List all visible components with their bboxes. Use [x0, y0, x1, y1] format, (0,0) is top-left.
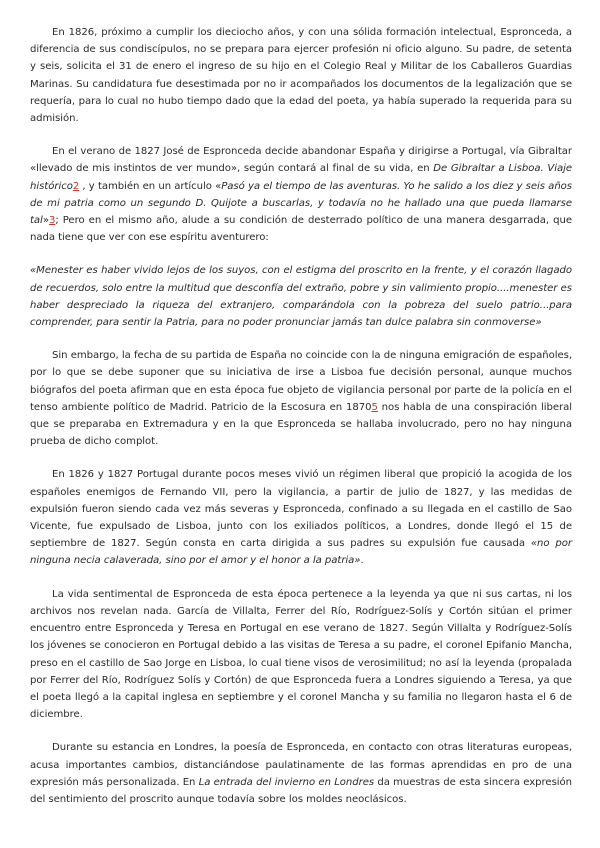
text-run: En 1826 y 1827 Portugal durante pocos meses vivió un régimen liberal que propició la acogida de los españoles enemigos de Fernando VII, pero la vigilancia, a partir de julio de 1827, y las medidas de expulsión fueron siendo cada vez más severas y Espronceda, confinado a su llegada en el castillo de Sao Vicente, fue expulsado de Lisboa, junto con los exiliados políticos, a Londres, donde llegó el 15 de septiembre de 1827. Según consta en carta dirigida a sus padres su expulsión fue causada — [30, 469, 572, 550]
quote-text: «Menester es haber vivido lejos de los suyos, con el estigma del proscrito en la frente, y el corazón llagado de recuerdos, solo entre la multitud que desconfía del extraño, pobre y sin valimiento propio....menester es haber despreciado la riqueza del extranjero, comparándola con la pobreza del suelo patrio...para comprender, para sentir la Patria, para no poder pronunciar jamás tan dulce palabra sin conmoverse» — [30, 265, 572, 329]
paragraph-7 — [30, 739, 572, 808]
text-run: En el verano de 1827 José de Espronceda decide abandonar España y dirigirse a Portugal, vía Gibraltar «llevado de mis instintos de ver mundo», según contará al final de su vida, en — [30, 146, 572, 175]
paragraph-4 — [30, 347, 572, 450]
footnote-link-2[interactable]: 2 — [72, 180, 80, 192]
block-quote — [30, 262, 572, 331]
footnote-link-5[interactable]: 5 — [371, 401, 378, 413]
italic-quote: Pasó ya el tiempo de las aventuras. Yo he salido a los diez y seis años de mi patria como un segundo D. Quijote a buscarlas, y todavía no he hallado una que pueda llamarse tal — [30, 180, 572, 227]
text-run: nos habla de una conspiración liberal que se preparaba en Extremadura y en la que Espronceda se hallaba involucrado, pero no hay ninguna prueba de dicho complot. — [30, 401, 572, 448]
italic-title: La entrada del invierno en Londres — [198, 776, 375, 788]
paragraph-6 — [30, 586, 572, 724]
text-run: » — [42, 215, 49, 227]
italic-title: De Gibraltar a Lisboa. Viaje histórico — [30, 163, 573, 192]
text-run: ; Pero en el mismo año, alude a su condición de desterrado político de una manera desgarrada, que nada tiene que ver con ese espíritu aventurero: — [30, 215, 572, 244]
text-run: Durante su estancia en Londres, la poesía de Espronceda, en contacto con otras literaturas europeas, acusa importantes cambios, distanciándose paulatinamente de las formas aprendidas en pro de una expresión más personalizada. En — [30, 742, 572, 788]
text-run: La vida sentimental de Espronceda de esta época pertenece a la leyenda ya que ni sus cartas, ni los archivos nos revelan nada. García de Villalta, Ferrer del Río, Rodríguez-Solís y Cortón sitúan el primer encuentro entre Espronceda y Teresa en Portugal en ese verano de 1827. Según Villalta y Rodríguez-Solís los jóvenes se conocieron en Portugal debido a las visitas de Teresa a su padre, el coronel Epifanio Mancha, preso en el castillo de Sao Jorge en Lisboa, lo cual tiene visos de verosimilitud; no así la leyenda (propalada por Ferrer del Río, Rodríguez Solís y Cortón) de que Espronceda fuera a Londres siguiendo a Teresa, ya que el poeta llegó a la capital inglesa en septiembre y el coronel Mancha y su familia no llegaron hasta el 6 de diciembre. — [30, 588, 572, 721]
text-run: En 1826, próximo a cumplir los dieciocho años, y con una sólida formación intelectual, Espronceda, a diferencia de sus condiscípulos, no se prepara para ejercer profesión ni oficio alguno. Su padre, de setenta y seis, solicita el 31 de enero el ingreso de su hijo en el Colegio Real y Militar de los Caballeros Guardias Marinas. Su candidatura fue desestimada por no ir acompañados los documentos de la legalización que se requería, para lo cual no hubo tiempo dado que la edad del poeta, ya había superado la requerida para su admisión. — [30, 27, 572, 125]
italic-quote: «no por ninguna necia calaverada, sino por el amor y el honor a la patria» — [30, 538, 572, 567]
text-run: Sin embargo, la fecha de su partida de España no coincide con la de ninguna emigración de españoles, por lo que se debe suponer que su iniciativa de irse a Lisboa fue decisión personal, aunque muchos biógrafos del poeta afirman que en esta época fue objeto de vigilancia personal por parte de la policía en el tenso ambiente político de Madrid. Patricio de la Escosura en 1870 — [30, 350, 572, 413]
paragraph-2 — [30, 143, 572, 246]
text-run: da muestras de esta sincera expresión del sentimiento del proscrito aunque todavía sobre los moldes neoclásicos. — [30, 776, 573, 805]
paragraph-1 — [30, 24, 572, 127]
paragraph-5 — [30, 466, 572, 569]
text-run: . — [360, 555, 364, 567]
footnote-link-3[interactable]: 3 — [48, 215, 56, 227]
text-run: , y también en un artículo « — [79, 180, 222, 192]
